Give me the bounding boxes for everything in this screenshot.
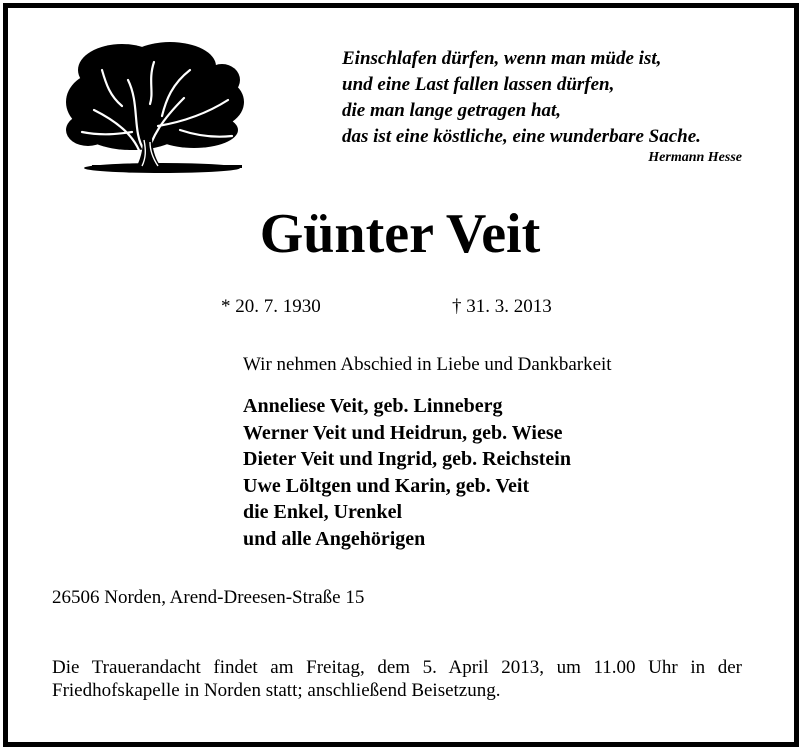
poem-quote xyxy=(342,46,762,150)
mourner-entry: Werner Veit und Heidrun, geb. Wiese xyxy=(243,421,563,444)
mourner-entry: und alle Angehörigen xyxy=(243,527,426,550)
poem-line: und eine Last fallen lassen dürfen, xyxy=(342,74,615,95)
service-info xyxy=(52,656,742,702)
poem-author: Hermann Hesse xyxy=(648,150,742,165)
death-date: † 31. 3. 2013 xyxy=(452,296,552,317)
tree-icon xyxy=(62,40,248,176)
service-line: Die Trauerandacht findet am Freitag, dem 5. April 2013, um 11.00 Uhr in der xyxy=(52,657,742,678)
mourner-entry: die Enkel, Urenkel xyxy=(243,501,403,523)
mourners-list xyxy=(243,393,571,552)
poem-line: das ist eine köstliche, eine wunderbare Sache. xyxy=(342,126,701,147)
birth-date: * 20. 7. 1930 xyxy=(221,296,321,317)
mourner-entry: Uwe Löltgen und Karin, geb. Veit xyxy=(243,474,530,497)
family-address: 26506 Norden, Arend-Dreesen-Straße 15 xyxy=(52,587,365,608)
mourner-entry: Dieter Veit und Ingrid, geb. Reichstein xyxy=(243,448,571,470)
farewell-text: Wir nehmen Abschied in Liebe und Dankbarkeit xyxy=(243,354,612,375)
poem-line: Einschlafen dürfen, wenn man müde ist, xyxy=(342,48,662,69)
mourner-entry: Anneliese Veit, geb. Linneberg xyxy=(243,395,503,417)
deceased-name: Günter Veit xyxy=(259,203,541,265)
poem-line: die man lange getragen hat, xyxy=(342,100,562,121)
service-line: Friedhofskapelle in Norden statt; anschließend Beisetzung. xyxy=(52,680,501,701)
